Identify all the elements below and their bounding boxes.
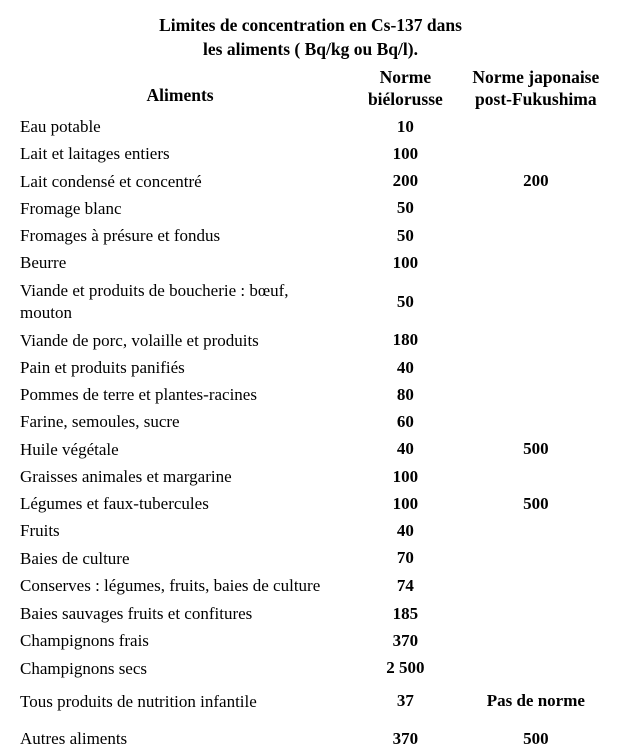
cell-belarus: 200 <box>392 171 419 191</box>
column-header-belarus <box>346 67 465 113</box>
table-row <box>14 249 607 276</box>
cell-food: Champignons frais <box>20 631 149 651</box>
table-row <box>14 436 607 463</box>
cell-belarus: 80 <box>396 384 414 404</box>
table-row <box>14 545 607 572</box>
cell-belarus: 50 <box>396 225 414 245</box>
cell-belarus: 180 <box>392 330 419 350</box>
cell-japan <box>465 627 607 654</box>
cell-belarus: 40 <box>396 357 414 377</box>
cell-belarus: 100 <box>392 466 419 486</box>
concentration-limits-table <box>14 67 607 753</box>
cell-belarus: 370 <box>392 728 419 748</box>
cell-belarus: 60 <box>396 412 414 432</box>
cell-belarus: 50 <box>396 198 414 218</box>
cell-food: Tous produits de nutrition infantile <box>20 691 257 711</box>
cell-japan <box>465 517 607 544</box>
cell-food: Huile végétale <box>20 439 119 459</box>
cell-japan: 500 <box>523 728 549 748</box>
table-header <box>14 67 607 113</box>
cell-food: Graisses animales et margarine <box>20 466 232 486</box>
column-header-japan-line2: post-Fukushima <box>475 89 597 110</box>
cell-japan <box>465 545 607 572</box>
cell-japan: 500 <box>523 493 549 513</box>
title-line-2: les aliments ( Bq/kg ou Bq/l). <box>203 38 418 59</box>
cell-food: Fruits <box>20 521 60 541</box>
cell-japan <box>465 222 607 249</box>
table-row <box>14 463 607 490</box>
cell-japan <box>465 572 607 600</box>
cell-food: Baies sauvages fruits et confitures <box>20 604 253 624</box>
cell-belarus: 50 <box>396 291 414 311</box>
cell-japan <box>465 140 607 167</box>
cell-food: Conserves : légumes, fruits, baies de culture <box>20 575 321 595</box>
table-row <box>14 168 607 195</box>
cell-food: Fromage blanc <box>20 198 122 218</box>
column-header-food: Aliments <box>146 85 214 106</box>
column-header-japan <box>465 67 607 113</box>
cell-belarus: 100 <box>392 493 419 513</box>
cell-japan <box>465 381 607 408</box>
title-line-1: Limites de concentration en Cs-137 dans <box>159 15 462 35</box>
cell-japan <box>465 113 607 140</box>
cell-japan <box>465 463 607 490</box>
cell-japan <box>465 249 607 276</box>
cell-food: Lait condensé et concentré <box>20 171 202 191</box>
table-row <box>14 113 607 140</box>
cell-japan <box>465 600 607 627</box>
cell-food: Viande de porc, volaille et produits <box>20 330 259 350</box>
table-row <box>14 222 607 249</box>
cell-food: Viande et produits de boucherie : bœuf, mouton <box>20 280 289 322</box>
cell-belarus: 37 <box>396 691 414 711</box>
table-row <box>14 600 607 627</box>
cell-food: Pain et produits panifiés <box>20 357 185 377</box>
cell-belarus: 100 <box>392 143 419 163</box>
cell-japan <box>465 277 607 327</box>
table-row <box>14 718 607 753</box>
table-row <box>14 655 607 682</box>
cell-belarus: 370 <box>392 630 419 650</box>
table-row <box>14 517 607 544</box>
table-body <box>14 113 607 753</box>
cell-japan: 200 <box>523 171 549 191</box>
cell-food: Farine, semoules, sucre <box>20 412 180 432</box>
cell-belarus: 70 <box>396 548 414 568</box>
table-row <box>14 490 607 517</box>
cell-food: Pommes de terre et plantes-racines <box>20 385 257 405</box>
table-row <box>14 682 607 718</box>
cell-japan <box>465 327 607 354</box>
cell-belarus: 10 <box>396 116 414 136</box>
table-row <box>14 327 607 354</box>
table-row <box>14 627 607 654</box>
table-row <box>14 572 607 600</box>
cell-belarus: 2 500 <box>386 658 425 678</box>
table-row <box>14 354 607 381</box>
cell-japan <box>465 655 607 682</box>
cell-food: Autres aliments <box>20 729 128 749</box>
cell-belarus: 74 <box>396 575 414 595</box>
cell-belarus: 100 <box>392 252 419 272</box>
cell-food: Lait et laitages entiers <box>20 144 170 164</box>
cell-japan <box>465 354 607 381</box>
table-row <box>14 408 607 435</box>
cell-japan <box>465 195 607 222</box>
cell-food: Beurre <box>20 253 67 273</box>
cell-japan: Pas de norme <box>486 691 585 711</box>
cell-belarus: 40 <box>396 521 414 541</box>
cell-food: Fromages à présure et fondus <box>20 226 221 245</box>
table-row <box>14 195 607 222</box>
cell-belarus: 40 <box>396 439 414 459</box>
column-header-belarus-line2: biélorusse <box>367 89 443 110</box>
table-row <box>14 277 607 327</box>
cell-food: Champignons secs <box>20 658 148 678</box>
table-row <box>14 140 607 167</box>
column-header-japan-line1: Norme japonaise <box>472 67 600 88</box>
cell-food: Légumes et faux-tubercules <box>20 494 209 514</box>
page-title <box>14 14 607 61</box>
cell-japan <box>465 408 607 435</box>
cell-japan: 500 <box>523 439 549 459</box>
table-row <box>14 381 607 408</box>
column-header-belarus-line1: Norme <box>379 67 432 88</box>
cell-food: Baies de culture <box>20 548 130 568</box>
cell-food: Eau potable <box>20 117 101 136</box>
table-header-row <box>14 67 607 113</box>
cell-belarus: 185 <box>392 603 419 623</box>
